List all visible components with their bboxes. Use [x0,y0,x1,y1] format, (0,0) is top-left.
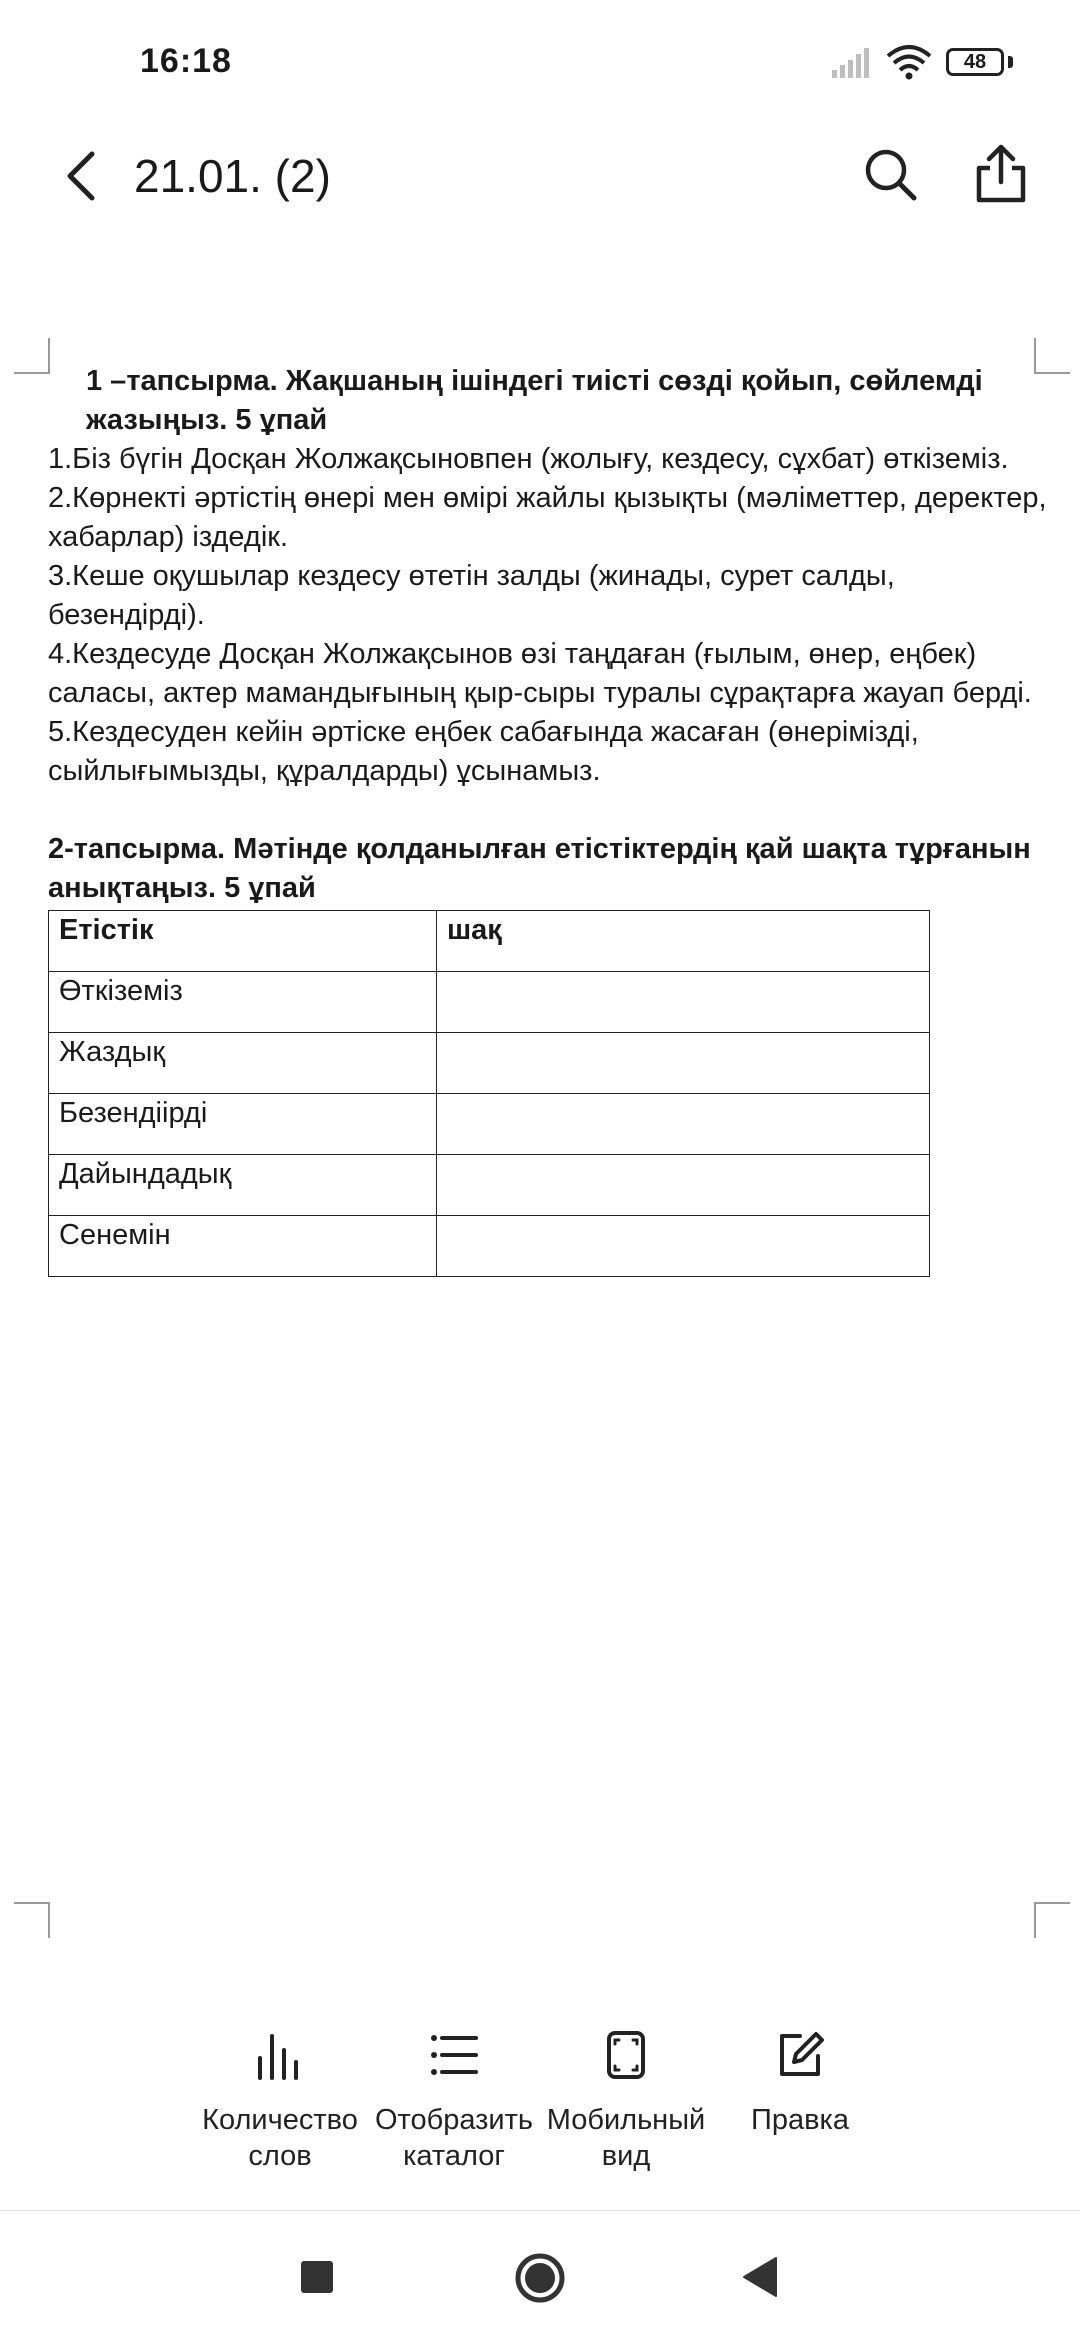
task1-item: 2.Көрнекті әртістің өнері мен өмірі жайлы қызықты (мәліметтер, деректер, хабарлар) іздедік. [48,482,1047,553]
task1-item: 1.Біз бүгін Досқан Жолжақсыновпен (жолығу, кездесу, сұхбат) өткіземіз. [48,443,1009,475]
word-count-button[interactable] [190,2030,370,2174]
task1-heading: 1 –тапсырма. Жақшаның ішіндегі тиісті сөзді қойып, сөйлемді жазыңыз. 5 ұпай [86,365,983,436]
share-icon[interactable] [972,142,1030,206]
back-icon[interactable] [58,148,108,204]
battery-tip [1008,56,1013,68]
verb-cell: Сенемін [49,1216,437,1277]
column-header-verb: Етістік [49,911,437,972]
list-icon [428,2030,480,2080]
tense-cell [437,972,930,1033]
task1-item: 5.Кездесуден кейін әртіске еңбек сабағында жасаған (өнерімізді, сыйлығымызды, құралдарды) ұсынамыз. [48,716,919,787]
table-row [49,972,930,1033]
tense-cell [437,1216,930,1277]
table-row [49,1216,930,1277]
back-triangle-icon[interactable] [742,2256,778,2298]
verb-tense-table [48,910,930,1277]
column-header-tense: шақ [437,911,930,972]
bottom-toolbar [0,1990,1080,2211]
edit-pencil-icon [774,2030,826,2080]
tense-cell [437,1155,930,1216]
edit-label: Правка [751,2104,849,2136]
status-bar [0,0,1080,120]
verb-cell: Жаздық [49,1033,437,1094]
tense-cell [437,1033,930,1094]
system-navigation-bar [0,2212,1080,2340]
tense-cell [437,1094,930,1155]
document-page [48,362,1048,1277]
word-count-label: Количество слов [202,2104,358,2172]
app-header [0,130,1080,220]
table-row [49,1033,930,1094]
show-catalog-label: Отобразить каталог [374,2104,534,2172]
edit-button[interactable] [710,2030,890,2138]
verb-cell: Өткіземіз [49,972,437,1033]
crop-mark-bottom-left [14,1902,50,1938]
task2-heading: 2-тапсырма. Мәтінде қолданылған етістіктердің қай шақта тұрғанын анықтаңыз. 5 ұпай [48,833,1031,904]
frame-icon [600,2030,652,2080]
table-row [49,1155,930,1216]
verb-cell: Безендіірді [49,1094,437,1155]
task1-item: 3.Кеше оқушылар кездесу өтетін залды (жинады, сурет салды, безендірді). [48,560,895,631]
table-header-row [49,911,930,972]
verb-cell: Дайындадық [49,1155,437,1216]
task1-item: 4.Кездесуде Досқан Жолжақсынов өзі таңдаған (ғылым, өнер, еңбек) саласы, актер мамандығының қыр-сыры туралы сұрақтарға жауап берді. [48,638,1032,709]
recents-square-icon[interactable] [300,2260,334,2294]
bar-chart-icon [254,2030,306,2080]
signal-icon [830,48,874,78]
mobile-view-button[interactable] [536,2030,716,2174]
crop-mark-bottom-right [1034,1902,1070,1938]
table-row [49,1094,930,1155]
mobile-view-label: Мобильный вид [546,2104,706,2172]
crop-mark-top-left [14,338,50,374]
wifi-icon [884,44,934,80]
search-icon[interactable] [862,146,920,204]
home-circle-icon[interactable] [514,2252,566,2304]
status-time: 16:18 [140,42,232,80]
battery-indicator: 48 [946,48,1004,76]
show-catalog-button[interactable] [364,2030,544,2174]
document-title: 21.01. (2) [134,150,331,202]
